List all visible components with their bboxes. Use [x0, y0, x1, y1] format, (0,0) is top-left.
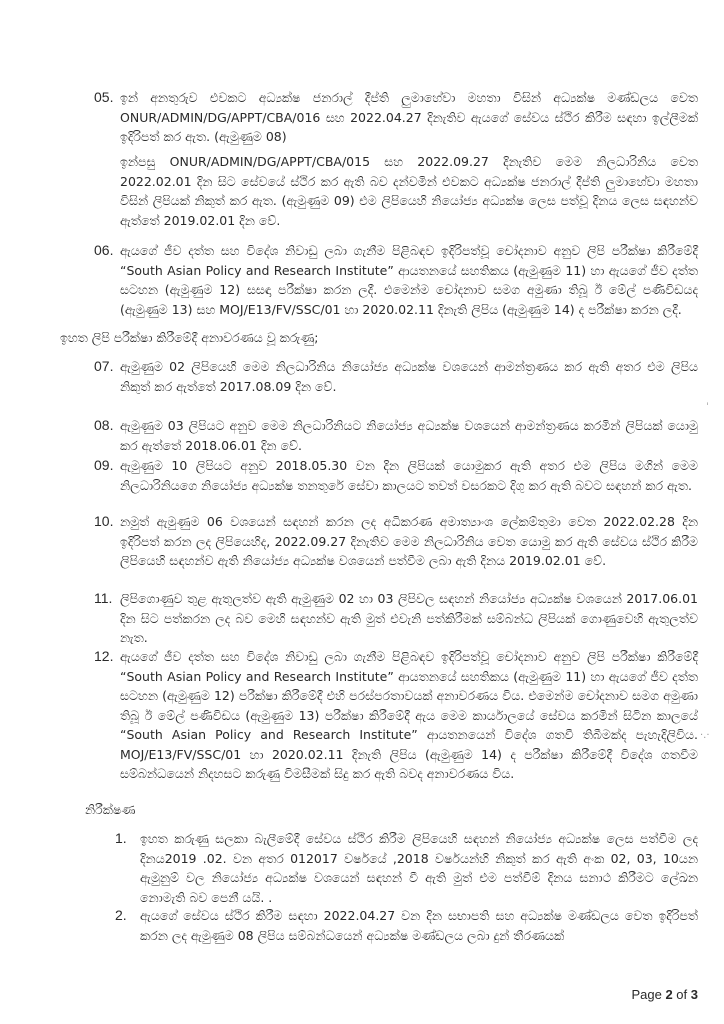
item-text: නමුත් ඇමුණුම 06 වශයෙන් සඳහන් කරන ලද අධිකරණ අමාත්‍යාංශ ලේකම්තුමා වෙත 2022.02.28 දින ඉදිරිපත් කරන ලද ලිපියෙහිද, 2022.09.27 දිනැතිව මෙම නිලධාරිනිය වෙත යොමු කර ඇති සේවය ස්ථිර කිරීම ලිපියෙහි සඳහන්ව ඇති නියෝජ්‍ය අධ්‍යක්ෂ වශයෙන් පත්වීම ලබා ඇති දිනය 2019.02.01 වේ.	[120, 514, 698, 568]
paragraph-05-continued	[120, 152, 698, 230]
paragraph-05	[94, 88, 698, 147]
item-text: ඉන්පසු ONUR/ADMIN/DG/APPT/CBA/015 සහ 2022.09.27 දිනැතිව මෙම නිලධාරිනිය වෙත 2022.02.01 දින සිට සේවයේ ස්ථිර කර ඇති බව දන්වමින් එවකට අධ්‍යක්ෂ ජනරාල් දීප්ති ලුමාහේවා මහතා විසින් ලිපියක් නිකුත් කර ඇත. (ඇමුණුම 09) එම ලිපියෙහි නියෝජ්‍ය අධ්‍යක්ෂ ලෙස පත්වූ දිනය ලෙස සඳහන්ව ඇත්තේ 2019.02.01 දින වේ.	[120, 154, 698, 228]
finding-07	[94, 357, 698, 396]
item-number: 1.	[115, 830, 127, 846]
item-text: ඇමුණුම 02 ලිපියෙහි මෙම නිලධාරිනිය නියෝජ්‍ය අධ්‍යක්ෂ වශයෙන් ආමන්ත්‍රණය කර ඇති අතර එම ලිපිය නිකුත් කර ඇත්තේ 2017.08.09 දින වේ.	[120, 359, 698, 394]
page-label: Page	[631, 987, 662, 1002]
item-number: 09.	[94, 457, 114, 473]
of-label: of	[676, 987, 688, 1002]
finding-09	[94, 456, 698, 495]
item-number: 07.	[94, 358, 114, 374]
observations-heading: නිරීක්ෂණ	[85, 802, 136, 817]
observation-1	[115, 829, 698, 907]
section-intro: ඉහත ලිපි පරීක්ෂා කිරීමේදී අනාවරණය වූ කරුණු;	[60, 330, 319, 345]
item-text: ඉන් අනතුරුව එවකට අධ්‍යක්ෂ ජනරාල් දීප්ති ලුමාහේවා මහතා විසින් අධ්‍යක්ෂ මණ්ඩලය වෙත ONUR/ADMIN/DG/APPT/CBA/016 සහ 2022.04.27 දිනැතිව ඇයගේ සේවය ස්ථිර කිරීම සඳහා ඉල්ලීමක් ඉදිරිපත් කර ඇත. (ඇමුණුම 08)	[120, 90, 698, 144]
item-text: ලිපිගොණුව තුළ ඇතුලත්ව ඇති ඇමුණුම 02 හා 03 ලිපිවල සඳහන් නියෝජ්‍ය අධ්‍යක්ෂ වශයෙන් 2017.06.01 දින සිට පත්කරන ලද බව මෙහි සඳහන්ව ඇති මුත් එවැනි පත්කිරීමක් සම්බන්ධ ලිපියක් ගොණුවෙහි ඇතුලත්ව නැත.	[120, 591, 698, 645]
item-text: ඇමුණුම 03 ලිපියට අනුව මෙම නිලධාරිනියට නියෝජ්‍ය අධ්‍යක්ෂ වශයෙන් ආමන්ත්‍රණය කරමින් ලිපියක් යොමු කර ඇත්තේ 2018.06.01 දින වේ.	[120, 418, 698, 453]
finding-12	[94, 647, 698, 784]
scan-speck: ·.·	[700, 730, 710, 741]
item-number: 12.	[94, 648, 114, 664]
item-number: 10.	[94, 513, 114, 529]
item-number: 05.	[94, 89, 114, 105]
finding-08	[94, 416, 698, 455]
finding-10	[94, 512, 698, 571]
item-number: 06.	[94, 242, 114, 258]
item-text: ඇයගේ ජීව දත්ත සහ විදේශ නිවාඩු ලබා ගැනීම පිළිබඳව ඉදිරිපත්වූ චෝදනාව අනුව ලිපි පරීක්ෂා කිරීමේදී “South Asian Policy and Research Institute” ආයතනයේ සහතිකය (ඇමුණුම 11) හා ඇයගේ ජීව දත්ත සටහන (ඇමුණුම 12) පරීක්ෂා කිරීමේදී එහි පරස්පරතාවයක් අනාවරණය විය. එමෙන්ම චෝදනාව සමග අමුණා තිබූ ඊ මේල් පණිවිඩය (ඇමුණුම 13) පරීක්ෂා කිරීමේදී ඇය මෙම කාර්යාලයේ සේවය කරමින් සිටින කාලයේ “South Asian Policy and Research Institute” ආයතනයෙන් විදේශ ගතවී තිබීමක්ද පැහැදිලිවිය. MOJ/E13/FV/SSC/01 හා 2020.02.11 දිනැති ලිපිය (ඇමුණුම 14) ද පරීක්ෂා කිරීමේදී විදේශ ගතවීම සම්බන්ධයෙන් නිදහසට කරුණු විමසීමක් සිදු කර ඇති බවද අනාවරණය විය.	[120, 649, 698, 781]
item-number: 11.	[94, 590, 113, 606]
item-text: ඇමුණුම 10 ලිපියට අනුව 2018.05.30 වන දින ලිපියක් යොමුකර ඇති අතර එම ලිපිය මගින් මෙම නිලධාරිනියගෙ නියෝජ්‍ය අධ්‍යක්ෂ තනතුරේ සේවා කාලයට තවත් වසරකට දිගු කර ඇති බවට සඳහන් කර ඇත.	[120, 458, 698, 493]
item-text: ඇයගේ සේවය ස්ථිර කිරීම සඳහා 2022.04.27 වන දින සභාපති සහ අධ්‍යක්ෂ මණ්ඩලය වෙත ඉදිරිපත් කරන ලද ඇමුණුම 08 ලිපිය සම්බන්ධයෙන් අධ්‍යක්ෂ මණ්ඩලය ලබා දුන් තීරණයක්	[140, 908, 698, 943]
item-number: 08.	[94, 417, 114, 433]
item-text: ඇයගේ ජීව දත්ත සහ විදේශ නිවාඩු ලබා ගැනීම පිළිබඳව ඉදිරිපත්වූ චෝදනාව අනුව ලිපි පරීක්ෂා කිරීමේදී “South Asian Policy and Research Institute” ආයතනයේ සහතිකය (ඇමුණුම 11) හා ඇයගේ ජීව දත්ත සටහන (ඇමුණුම 12) සසඳා පරීක්ෂා කරන ලදී. එමෙන්ම චෝදනාව සමග අමුණා තිබූ ඊ මේල් පණිවිඩයද (ඇමුණුම 13) සහ MOJ/E13/FV/SSC/01 හා 2020.02.11 දිනැති ලිපිය (ඇමුණුම 14) ද පරීක්ෂා කරන ලදී.	[120, 243, 698, 317]
page-number	[631, 987, 698, 1002]
item-text: ඉහත කරුණු සලකා බැලීමේදී සේවය ස්ථිර කිරීම ලිපියෙහි සඳහන් නියෝජ්‍ය අධ්‍යක්ෂ ලෙස පත්වීම ලද දිනය2019 .02. වන අතර 012017 වර්ෂයේ ,2018 වර්ෂයන්හි නිකුත් කර ඇති අංක 02, 03, 10යන ඇමුනුම් වල නියෝජ්‍ය අධ්‍යක්ෂ වශයෙන් සඳහන් වී ඇති මුත් එම පත්වීම් දිනය සනාථ කිරීමට ලේඛන නොමැති බව පෙනී යයි. .	[140, 831, 698, 905]
item-number: 2.	[115, 907, 127, 923]
total-pages: 3	[690, 987, 698, 1002]
paragraph-06	[94, 241, 698, 319]
scan-speck: ˈ	[706, 402, 709, 413]
finding-11	[94, 589, 698, 648]
current-page: 2	[665, 987, 673, 1002]
observation-2	[115, 906, 698, 945]
